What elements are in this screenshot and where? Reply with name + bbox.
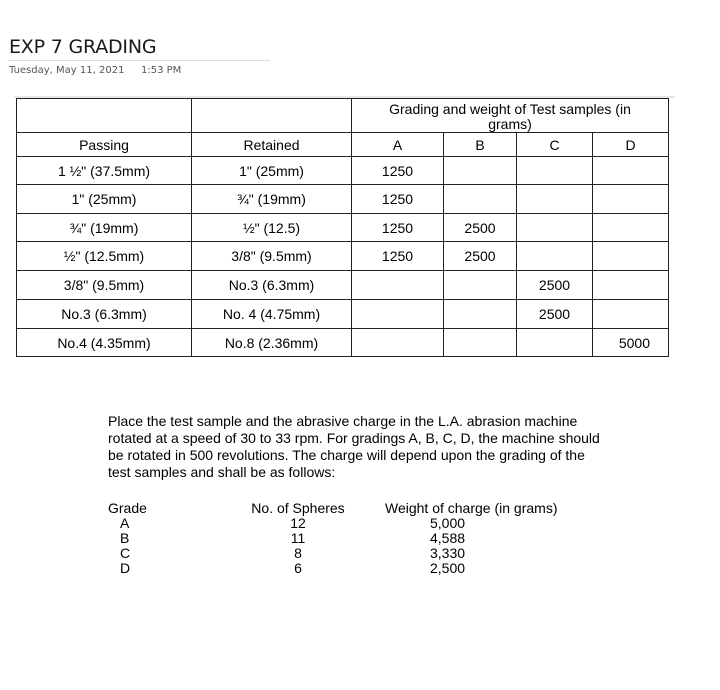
col-retained-header: Retained xyxy=(192,133,352,157)
grading-table xyxy=(16,98,669,357)
header-blank-cell xyxy=(17,99,192,133)
cell-a xyxy=(352,271,444,300)
paragraph-line: test samples and shall be as follows: xyxy=(108,464,336,480)
cell-passing: 1" (25mm) xyxy=(17,185,192,214)
table-row xyxy=(17,329,669,357)
cell-d xyxy=(593,157,669,185)
charge-grade-value: A xyxy=(120,515,130,531)
grading-header-line1: Grading and weight of Test samples (in xyxy=(389,100,631,117)
cell-b: 2500 xyxy=(444,214,517,242)
charge-spheres-header: No. of Spheres xyxy=(251,500,345,516)
table-row xyxy=(17,242,669,271)
cell-b xyxy=(444,185,517,214)
charge-grade-value: D xyxy=(120,560,131,576)
paragraph-line: be rotated in 500 revolutions. The charge will depend upon the grading of the xyxy=(108,447,585,463)
cell-retained: ¾" (19mm) xyxy=(192,185,352,214)
cell-d xyxy=(593,300,669,329)
cell-passing: No.3 (6.3mm) xyxy=(17,300,192,329)
charge-weight-value: 5,000 xyxy=(430,515,466,531)
table-subheader-row xyxy=(17,133,669,157)
page-title: EXP 7 GRADING xyxy=(9,36,157,58)
charge-weight-value: 4,588 xyxy=(430,530,466,546)
cell-c: 2500 xyxy=(517,300,593,329)
cell-d: 5000 xyxy=(593,329,669,357)
cell-c xyxy=(517,214,593,242)
cell-a: 1250 xyxy=(352,242,444,271)
charge-spheres-value: 12 xyxy=(290,515,306,531)
col-grade-d-header: D xyxy=(593,133,669,157)
cell-retained: 3/8" (9.5mm) xyxy=(192,242,352,271)
cell-passing: ¾" (19mm) xyxy=(17,214,192,242)
table-header-row xyxy=(17,99,669,133)
cell-c: 2500 xyxy=(517,271,593,300)
charge-spheres-value: 6 xyxy=(294,560,302,576)
cell-retained: No. 4 (4.75mm) xyxy=(192,300,352,329)
charge-spheres-value: 8 xyxy=(294,545,302,561)
cell-retained: ½" (12.5) xyxy=(192,214,352,242)
cell-passing: 3/8" (9.5mm) xyxy=(17,271,192,300)
cell-b xyxy=(444,157,517,185)
page-time: 1:53 PM xyxy=(141,65,182,76)
cell-c xyxy=(517,185,593,214)
cell-a: 1250 xyxy=(352,157,444,185)
cell-b xyxy=(444,271,517,300)
cell-a xyxy=(352,329,444,357)
grading-header-line2: grams) xyxy=(488,115,532,132)
table-row xyxy=(17,157,669,185)
charge-spheres-value: 11 xyxy=(290,530,306,546)
cell-passing: No.4 (4.35mm) xyxy=(17,329,192,357)
cell-b: 2500 xyxy=(444,242,517,271)
cell-d xyxy=(593,185,669,214)
paragraph-line: Place the test sample and the abrasive charge in the L.A. abrasion machine xyxy=(108,413,578,429)
charge-grade-header: Grade xyxy=(108,500,147,516)
cell-passing: 1 ½" (37.5mm) xyxy=(17,157,192,185)
col-passing-header: Passing xyxy=(17,133,192,157)
charge-grade-column xyxy=(108,501,147,576)
page-date: Tuesday, May 11, 2021 xyxy=(9,65,125,76)
cell-d xyxy=(593,214,669,242)
charge-grade-value: C xyxy=(120,545,131,561)
charge-grade-value: B xyxy=(120,530,130,546)
cell-passing: ½" (12.5mm) xyxy=(17,242,192,271)
cell-c xyxy=(517,329,593,357)
charge-weight-value: 3,330 xyxy=(430,545,466,561)
title-divider xyxy=(8,60,270,61)
charge-weight-value: 2,500 xyxy=(430,560,466,576)
cell-d xyxy=(593,242,669,271)
col-grade-a-header: A xyxy=(352,133,444,157)
cell-retained: No.3 (6.3mm) xyxy=(192,271,352,300)
col-grade-b-header: B xyxy=(444,133,517,157)
cell-a: 1250 xyxy=(352,185,444,214)
paragraph-line: rotated at a speed of 30 to 33 rpm. For gradings A, B, C, D, the machine should xyxy=(108,430,600,446)
table-row xyxy=(17,300,669,329)
table-row xyxy=(17,214,669,242)
cell-c xyxy=(517,157,593,185)
table-row xyxy=(17,185,669,214)
cell-a: 1250 xyxy=(352,214,444,242)
charge-spheres-column xyxy=(245,501,351,576)
table-row xyxy=(17,271,669,300)
cell-b xyxy=(444,300,517,329)
cell-retained: 1" (25mm) xyxy=(192,157,352,185)
cell-a xyxy=(352,300,444,329)
instructions-paragraph xyxy=(108,413,648,481)
charge-weight-column xyxy=(385,501,577,576)
grading-header xyxy=(352,99,669,133)
cell-b xyxy=(444,329,517,357)
cell-retained: No.8 (2.36mm) xyxy=(192,329,352,357)
charge-weight-header: Weight of charge (in grams) xyxy=(385,500,558,516)
cell-d xyxy=(593,271,669,300)
col-grade-c-header: C xyxy=(517,133,593,157)
cell-c xyxy=(517,242,593,271)
header-blank-cell xyxy=(192,99,352,133)
